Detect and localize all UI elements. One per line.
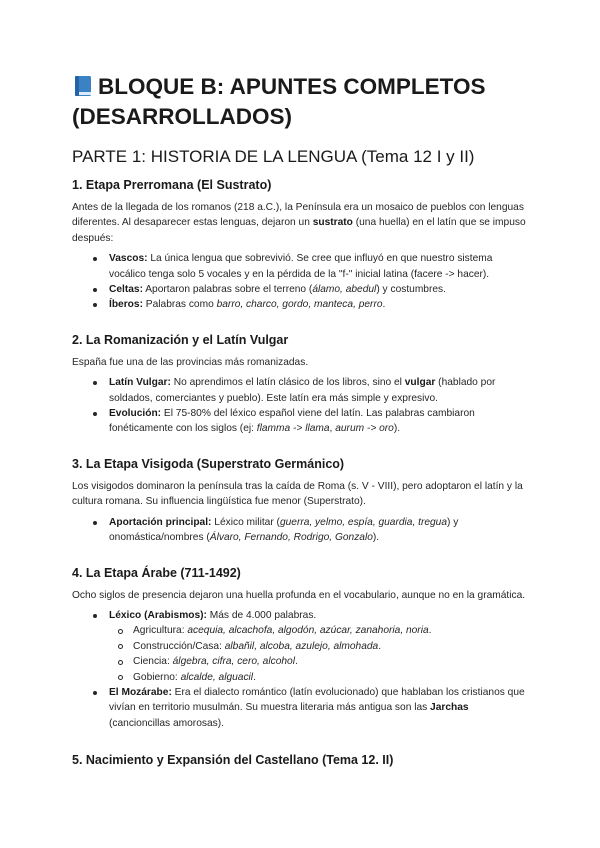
list-item [72, 297, 532, 312]
item-text: . [378, 640, 382, 652]
item-text: (cancioncillas amorosas). [109, 717, 224, 729]
item-text: Léxico militar ( [211, 516, 280, 528]
item-italic: guerra, yelmo, espía, guardia, tregua [279, 516, 448, 528]
section-1-paragraph [72, 200, 532, 246]
item-text: ) y costumbres. [376, 284, 446, 296]
list-item [72, 251, 532, 282]
item-text: Era el dialecto romántico (latín evolucionado) que hablaban los cristianos que vivían en territorio musulmán. Su muestra literaria más antigua son las [109, 686, 525, 714]
sublist-item [109, 623, 532, 638]
list-item [72, 515, 532, 546]
section-heading-5: 5. Nacimiento y Expansión del Castellano (Tema 12. II) [72, 753, 394, 768]
section-heading-4: 4. La Etapa Árabe (711-1492) [72, 565, 241, 580]
bold-term: vulgar [404, 377, 436, 389]
item-text: ) y onomástica/nombres ( [109, 516, 459, 544]
list-item [72, 282, 532, 297]
section-heading-1: 1. Etapa Prerromana (El Sustrato) [72, 178, 272, 192]
item-label: Íberos: [109, 299, 143, 311]
item-italic: aurum -> oro [335, 423, 394, 435]
item-text: ). [372, 532, 380, 544]
item-text: ). [393, 423, 401, 435]
sublist-item [109, 670, 532, 685]
section-heading-2: 2. La Romanización y el Latín Vulgar [72, 332, 289, 347]
item-italic: acequia, alcachofa, algodón, azúcar, zanahoria, noria [187, 625, 429, 637]
item-italic: albañil, alcoba, azulejo, almohada [224, 640, 379, 652]
item-text: . [294, 656, 298, 668]
item-label: Evolución: [109, 408, 162, 420]
section-1-list [72, 251, 532, 313]
item-text: No aprendimos el latín clásico de los libros, sino el [170, 377, 405, 389]
item-italic: alcalde, alguacil [180, 671, 254, 683]
sublist-item [109, 654, 532, 669]
item-label: El Mozárabe: [109, 686, 172, 698]
part-heading: PARTE 1: HISTORIA DE LA LENGUA (Tema 12 I y II) [72, 147, 475, 166]
page-title [72, 72, 532, 132]
item-text: Agricultura: [133, 625, 188, 637]
section-3-paragraph: Los visigodos dominaron la península tras la caída de Roma (s. V - VIII), pero adoptaron el latín y la cultura romana. Su influencia lingüística fue menor (Superstrato). [72, 480, 523, 508]
text-span: Antes de la llegada de los romanos (218 a.C.), la Península era un mosaico de pueblos con lenguas diferentes. Al desaparecer estas lenguas, dejaron un [72, 202, 524, 229]
item-text: La única lengua que sobrevivió. Se cree que influyó en que nuestro sistema vocálico tenga solo 5 vocales y en la pérdida de la "f-" inicial latina (facere -> hacer). [109, 253, 493, 280]
item-text: Palabras como [142, 299, 217, 311]
section-2-list [72, 375, 532, 437]
item-label: Aportación principal: [109, 516, 212, 528]
section-heading-3: 3. La Etapa Visigoda (Superstrato Germánico) [72, 456, 345, 471]
item-italic: álamo, abedul [312, 284, 377, 296]
bold-term: Jarchas [430, 702, 469, 714]
item-text: , [329, 423, 336, 435]
item-text: . [253, 671, 256, 683]
item-text: Construcción/Casa: [133, 640, 225, 652]
section-2-paragraph: España fue una de las provincias más romanizadas. [72, 356, 309, 368]
item-text: El 75-80% del léxico español viene del latín. Las palabras cambiaron fonéticamente con los siglos (ej: [109, 408, 475, 435]
item-text: . [382, 299, 386, 311]
blue-book-icon [72, 75, 94, 97]
list-item [72, 375, 532, 406]
item-text: Ciencia: [133, 656, 173, 668]
item-text: . [428, 625, 432, 637]
section-4-list [72, 608, 532, 731]
page-title-text: BLOQUE B: APUNTES COMPLETOS (DESARROLLADOS) [72, 74, 486, 129]
item-label: Vascos: [109, 253, 148, 265]
item-text: Aportaron palabras sobre el terreno ( [142, 284, 313, 296]
item-text: Más de 4.000 palabras. [206, 609, 317, 621]
list-item [72, 406, 532, 437]
item-text: Gobierno: [133, 671, 181, 683]
text-span: (una huella) en el latín que se impuso después: [72, 217, 526, 244]
item-label: Léxico (Arabismos): [109, 609, 207, 621]
sublist-item [109, 639, 532, 654]
section-3-list [72, 515, 532, 546]
item-label: Celtas: [109, 284, 143, 296]
list-item [72, 608, 532, 685]
item-italic: Álvaro, Fernando, Rodrigo, Gonzalo [209, 532, 373, 544]
item-label: Latín Vulgar: [109, 377, 171, 389]
list-item [72, 685, 532, 731]
section-4-paragraph: Ocho siglos de presencia dejaron una huella profunda en el vocabulario, aunque no en la gramática. [72, 589, 526, 601]
arabisms-sublist [109, 623, 532, 685]
bold-term: sustrato [312, 217, 353, 229]
item-text: (hablado por soldados, comerciantes y pueblo). Este latín era más simple y expresivo. [109, 377, 496, 404]
item-italic: flamma -> llama [256, 423, 330, 435]
document-content [72, 72, 532, 769]
item-italic: álgebra, cifra, cero, alcohol [172, 656, 295, 668]
item-italic: barro, charco, gordo, manteca, perro [216, 299, 383, 311]
